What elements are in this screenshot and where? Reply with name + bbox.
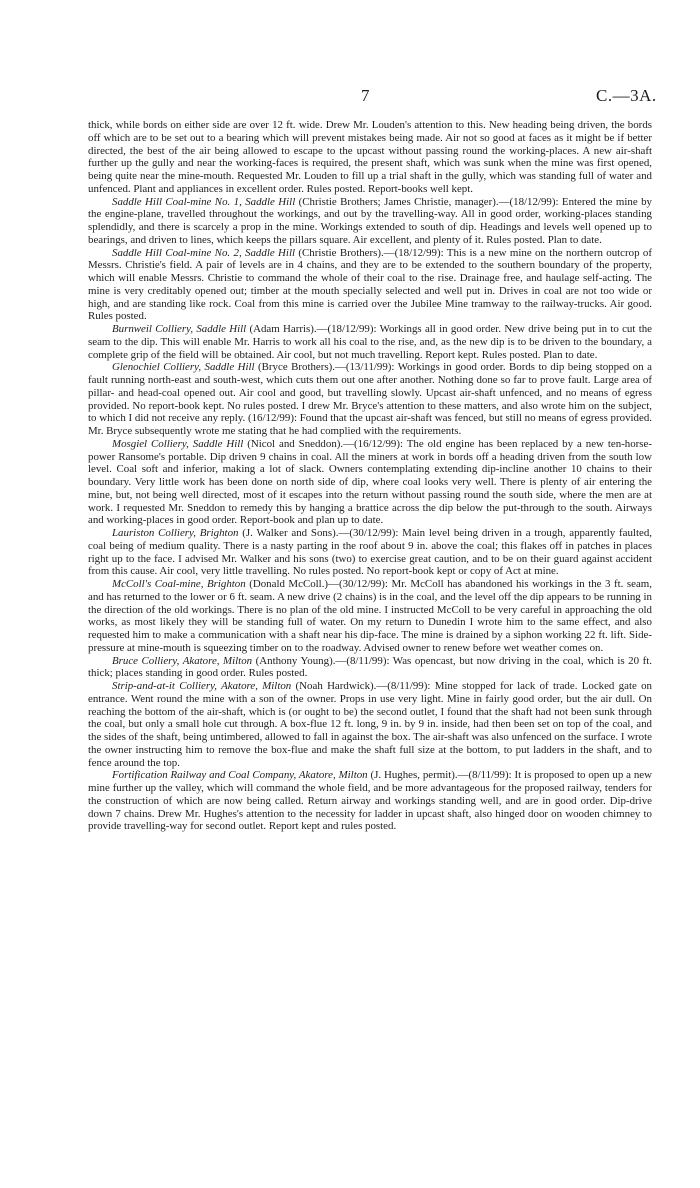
mine-name: McColl's Coal-mine, Brighton [112, 578, 246, 590]
paragraph-text: (Christie Brothers).—(18/12/99): This is a new mine on the northern outcrop of Messrs. Christie's field. A pair of levels are in 4 chains, and they are to be extended to the southern boundary of the property, which will enable Messrs. Christie to command the whole of their coal to the rise. Drainage free, and haulage self-acting. The mine is very creditably opened out; timber at the mouth specially selected and well put in. Drives in coal are not too wide or high, and are standing like rock. Coal from this mine is carried over the Jubilee Mine tramway to the railway-trucks. Air good. Rules posted. [88, 246, 652, 323]
paragraph-saddle-hill-no1 [88, 196, 652, 247]
paragraph-text: (Bryce Brothers).—(13/11/99): Workings in good order. Bords to dip being stopped on a fault running north-east and south-west, which cuts them out one after another. Nothing done so far to prove fault. Large area of pillar- and head-coal opened out. Air cool and good, but travelling slowly. Upcast air-shaft unfenced, and no means of egress provided. No report-book kept. No rules posted. I drew Mr. Bryce's attention to these matters, and also wrote him on the subject, to which I did not receive any reply. (16/12/99): Found that the upcast air-shaft was fenced, but still no means of egress provided. Mr. Bryce subsequently wrote me stating that he had complied with the requirements. [88, 361, 652, 437]
paragraph-burnweil [88, 323, 652, 361]
paragraph-fortification [88, 769, 652, 833]
mine-name: Saddle Hill Coal-mine No. 2, Saddle Hill [112, 246, 295, 259]
paragraph-text: thick, while bords on either side are over 12 ft. wide. Drew Mr. Louden's attention to this. New heading being driven, the bords off which are to be set out to a bearing which will prevent mistakes being made. Air not so good at faces as it might be if better directed, the best of the air being allowed to escape to the upcast without passing round the working-places. A new air-shaft further up the gully and near the working-faces is required, the present shaft, which was sunk when the mine was first opened, being quite near the mine-mouth. Requested Mr. Louden to fill up a trial shaft in the gully, which was standing full of water and unfenced. Plant and appliances in excellent order. Rules posted. Report-books well kept. [88, 119, 652, 195]
mine-name: Lauriston Colliery, Brighton [112, 527, 239, 539]
page-number: 7 [361, 86, 370, 105]
page-header [0, 86, 700, 110]
mine-name: Saddle Hill Coal-mine No. 1, Saddle Hill [112, 195, 296, 208]
mine-name: Bruce Colliery, Akatore, Milton [112, 654, 253, 667]
mine-name: Mosgiel Colliery, Saddle Hill [112, 437, 244, 450]
paragraph-text: (J. Hughes, permit).—(8/11/99): It is proposed to open up a new mine further up the valley, which will command the whole field, and be more advantageous for the proposed railway, tenders for the construction of which are now being called. Return airway and workings standing well, and are in good order. Dip-drive down 7 chains. Drew Mr. Hughes's attention to the necessity for ladder in upcast shaft, also hinged door on wooden chimney to provide travelling-way for second outlet. Report kept and rules posted. [88, 769, 652, 833]
paragraph-text: (Christie Brothers; James Christie, manager).—(18/12/99): Entered the mine by the engine-plane, travelled throughout the workings, and out by the travelling-way. All in good order, working-places standing splendidly, and there is scarcely a prop in the mine. Workings extended to south of dip. Headings and levels well opened up to bearings, and driven to lines, which keeps the pillars square. Air excellent, and plenty of it. Rules posted. Plan to date. [88, 195, 652, 246]
paragraph-continuation [88, 119, 652, 196]
mine-name: Strip-and-at-it Colliery, Akatore, Milton [112, 680, 292, 692]
paragraph-lauriston [88, 527, 652, 578]
paragraph-text: (J. Walker and Sons).—(30/12/99): Main level being driven in a trough, apparently faulted, coal being of medium quality. There is a nasty parting in the roof about 9 in. above the coal; this flakes off in patches in places right up to the face. I advised Mr. Walker and his sons (two) to exercise great caution, and to be on their guard against accident from this cause. Air cool, very little travelling. No rules posted. No report-book kept or copy of Act at mine. [88, 527, 652, 578]
paragraph-text: (Donald McColl.)—(30/12/99): Mr. McColl has abandoned his workings in the 3 ft. seam, and has returned to the lower or 6 ft. seam. A new drive (2 chains) is in the coal, and the level off the dip appears to be running in the direction of the old workings. There is no plan of the old mine. I instructed McColl to be very careful in approaching the old works, as most likely they will be standing full of water. On my return to Dunedin I wrote him to the same effect, and also requested him to make a communication with a shaft near his dip-face. The mine is drained by a siphon working 22 ft. lift. Side-pressure at mine-mouth is squeezing timber on to the roadway. Advised owner to renew before wet weather comes on. [88, 578, 652, 654]
paragraph-text: (Noah Hardwick).—(8/11/99): Mine stopped for lack of trade. Locked gate on entrance. Went round the mine with a son of the owner. Props in use very light. Mine in fairly good order, but the air dull. On reaching the bottom of the air-shaft, which is (or ought to be) the second outlet, I found that the shaft had not been sunk through the coal, but only a small hole cut through. A box-flue 12 ft. long, 9 in. by 9 in. inside, had then been set on top of the coal, and the sides of the shaft, being untimbered, allowed to fall in against the box. The air-shaft was also unfenced on the surface. I wrote the owner instructing him to remove the box-flue and make the shaft full size at the bottom, to put ladders in the shaft, and to fence around the top. [88, 680, 652, 769]
paragraph-text: (Adam Harris).—(18/12/99): Workings all in good order. New drive being put in to cut the seam to the dip. This will enable Mr. Harris to work all his coal to the rise, and, as the new dip is to be driven to the boundary, a complete grip of the field will be obtained. Air cool, but not much travelling. Report kept. Rules posted. Plan to date. [88, 323, 652, 361]
paragraph-bruce [88, 655, 652, 681]
paragraph-text: (Nicol and Sneddon).—(16/12/99): The old engine has been replaced by a new ten-horse-power Ransome's portable. Dip driven 9 chains in coal. All the miners at work in bords off a heading driven from the south low level. Coal soft and inferior, making a lot of slack. Owners contemplating extending dip-incline another 10 chains to their boundary. Very little work has been done on north side of dip, where coal looks very well. There is plenty of air entering the mine, but, not being well directed, most of it escapes into the return without passing round the south side, where the men are at work. I requested Mr. Sneddon to remedy this by hanging a brattice across the dip below the put-through to the south. Airways and working-places in good order. Report-book and plan up to date. [88, 437, 653, 527]
document-code: C.—3A. [596, 86, 657, 105]
mine-name: Fortification Railway and Coal Company, Akatore, Milton [112, 769, 368, 782]
paragraph-mccoll [88, 578, 652, 655]
paragraph-mosgiel [88, 438, 652, 527]
paragraph-strip-and-at-it [88, 680, 652, 769]
paragraph-saddle-hill-no2 [88, 247, 652, 324]
report-body [88, 119, 652, 833]
mine-name: Burnweil Colliery, Saddle Hill [112, 323, 247, 335]
paragraph-text: (Anthony Young).—(8/11/99): Was opencast, but now driving in the coal, which is 20 ft. thick; places standing in good order. Rules posted. [88, 654, 652, 680]
mine-name: Glenochiel Colliery, Saddle Hill [112, 361, 255, 374]
paragraph-glenochiel [88, 361, 652, 438]
